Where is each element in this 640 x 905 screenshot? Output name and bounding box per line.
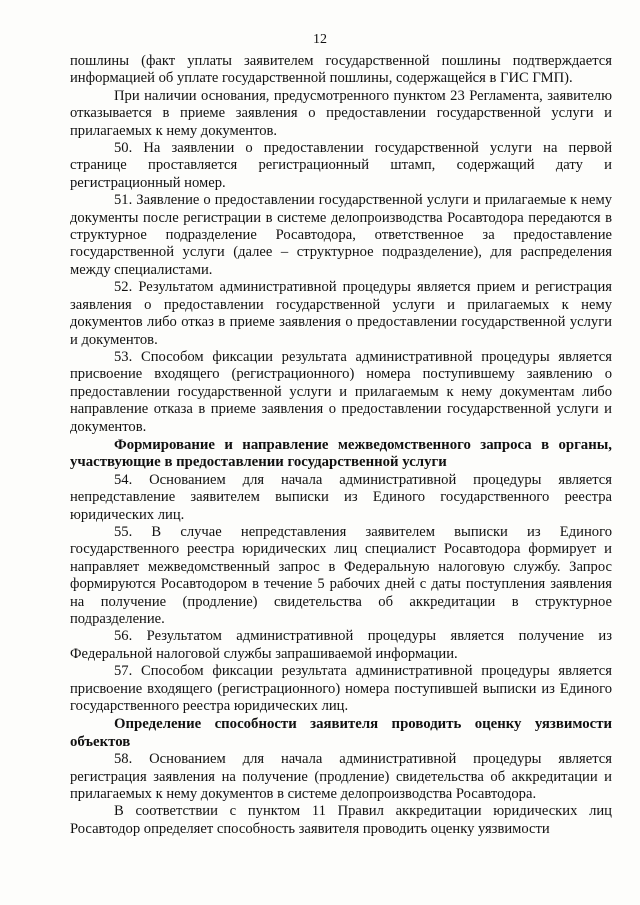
paragraph-56: 56. Результатом административной процедуры является получение из Федеральной налоговой службы запрашиваемой информации. xyxy=(70,628,612,662)
paragraph-50: 50. На заявлении о предоставлении государственной услуги на первой странице проставляется регистрационный штамп, содержащий дату и регистрационный номер. xyxy=(70,140,612,191)
paragraph-accreditation-rules: В соответствии с пунктом 11 Правил аккредитации юридических лиц Росавтодор определяет способность заявителя проводить оценку уязвимости xyxy=(70,803,612,837)
paragraph-52: 52. Результатом административной процедуры является прием и регистрация заявления о предоставлении государственной услуги и прилагаемых к нему документов либо отказ в приеме заявления о предоставлении государственной услуги и документов. xyxy=(70,279,612,348)
paragraph-53: 53. Способом фиксации результата административной процедуры является присвоение входящего (регистрационного) номера поступившему заявлению о предоставлении государственной услуги и прилагаемым к нему документам либо направление отказа в приеме заявления о предоставлении государственной услуги и документов. xyxy=(70,348,612,435)
paragraph-refusal-grounds: При наличии основания, предусмотренного пунктом 23 Регламента, заявителю отказывается в приеме заявления о предоставлении государственной услуги и прилагаемых к нему документов. xyxy=(70,87,612,139)
paragraph-57: 57. Способом фиксации результата административной процедуры является присвоение входящего (регистрационного) номера поступившей выписки из Единого государственного реестра юридических лиц. xyxy=(70,663,612,715)
paragraph-55: 55. В случае непредставления заявителем выписки из Единого государственного реестра юридических лиц специалист Росавтодора формирует и направляет межведомственный запрос в Федеральную налоговую службу. Запрос формируются Росавтодором в течение 5 рабочих дней с даты поступления заявления на получение (продление) свидетельства об аккредитации в структурное подразделение. xyxy=(70,523,612,627)
document-body xyxy=(70,53,612,838)
page-number: 12 xyxy=(313,32,327,47)
paragraph-51: 51. Заявление о предоставлении государственной услуги и прилагаемые к нему документы после регистрации в системе делопроизводства Росавтодора передаются в структурное подразделение Росавтодора, ответственное за предоставление государственной услуги (далее – структурное подразделение), для распределения между специалистами. xyxy=(70,192,612,278)
paragraph-continued: пошлины (факт уплаты заявителем государственной пошлины подтверждается информацией об уплате государственной пошлины, содержащейся в ГИС ГМП). xyxy=(70,53,612,87)
section-heading-vulnerability-assessment: Определение способности заявителя проводить оценку уязвимости объектов xyxy=(70,716,612,750)
paragraph-58: 58. Основанием для начала административной процедуры является регистрация заявления на получение (продление) свидетельства об аккредитации и прилагаемых к нему документов в системе делопроизводства Росавтодора. xyxy=(70,751,612,803)
paragraph-54: 54. Основанием для начала административной процедуры является непредставление заявителем выписки из Единого государственного реестра юридических лиц. xyxy=(70,471,612,523)
section-heading-interagency-request: Формирование и направление межведомственного запроса в органы, участвующие в предоставлении государственной услуги xyxy=(70,436,612,471)
